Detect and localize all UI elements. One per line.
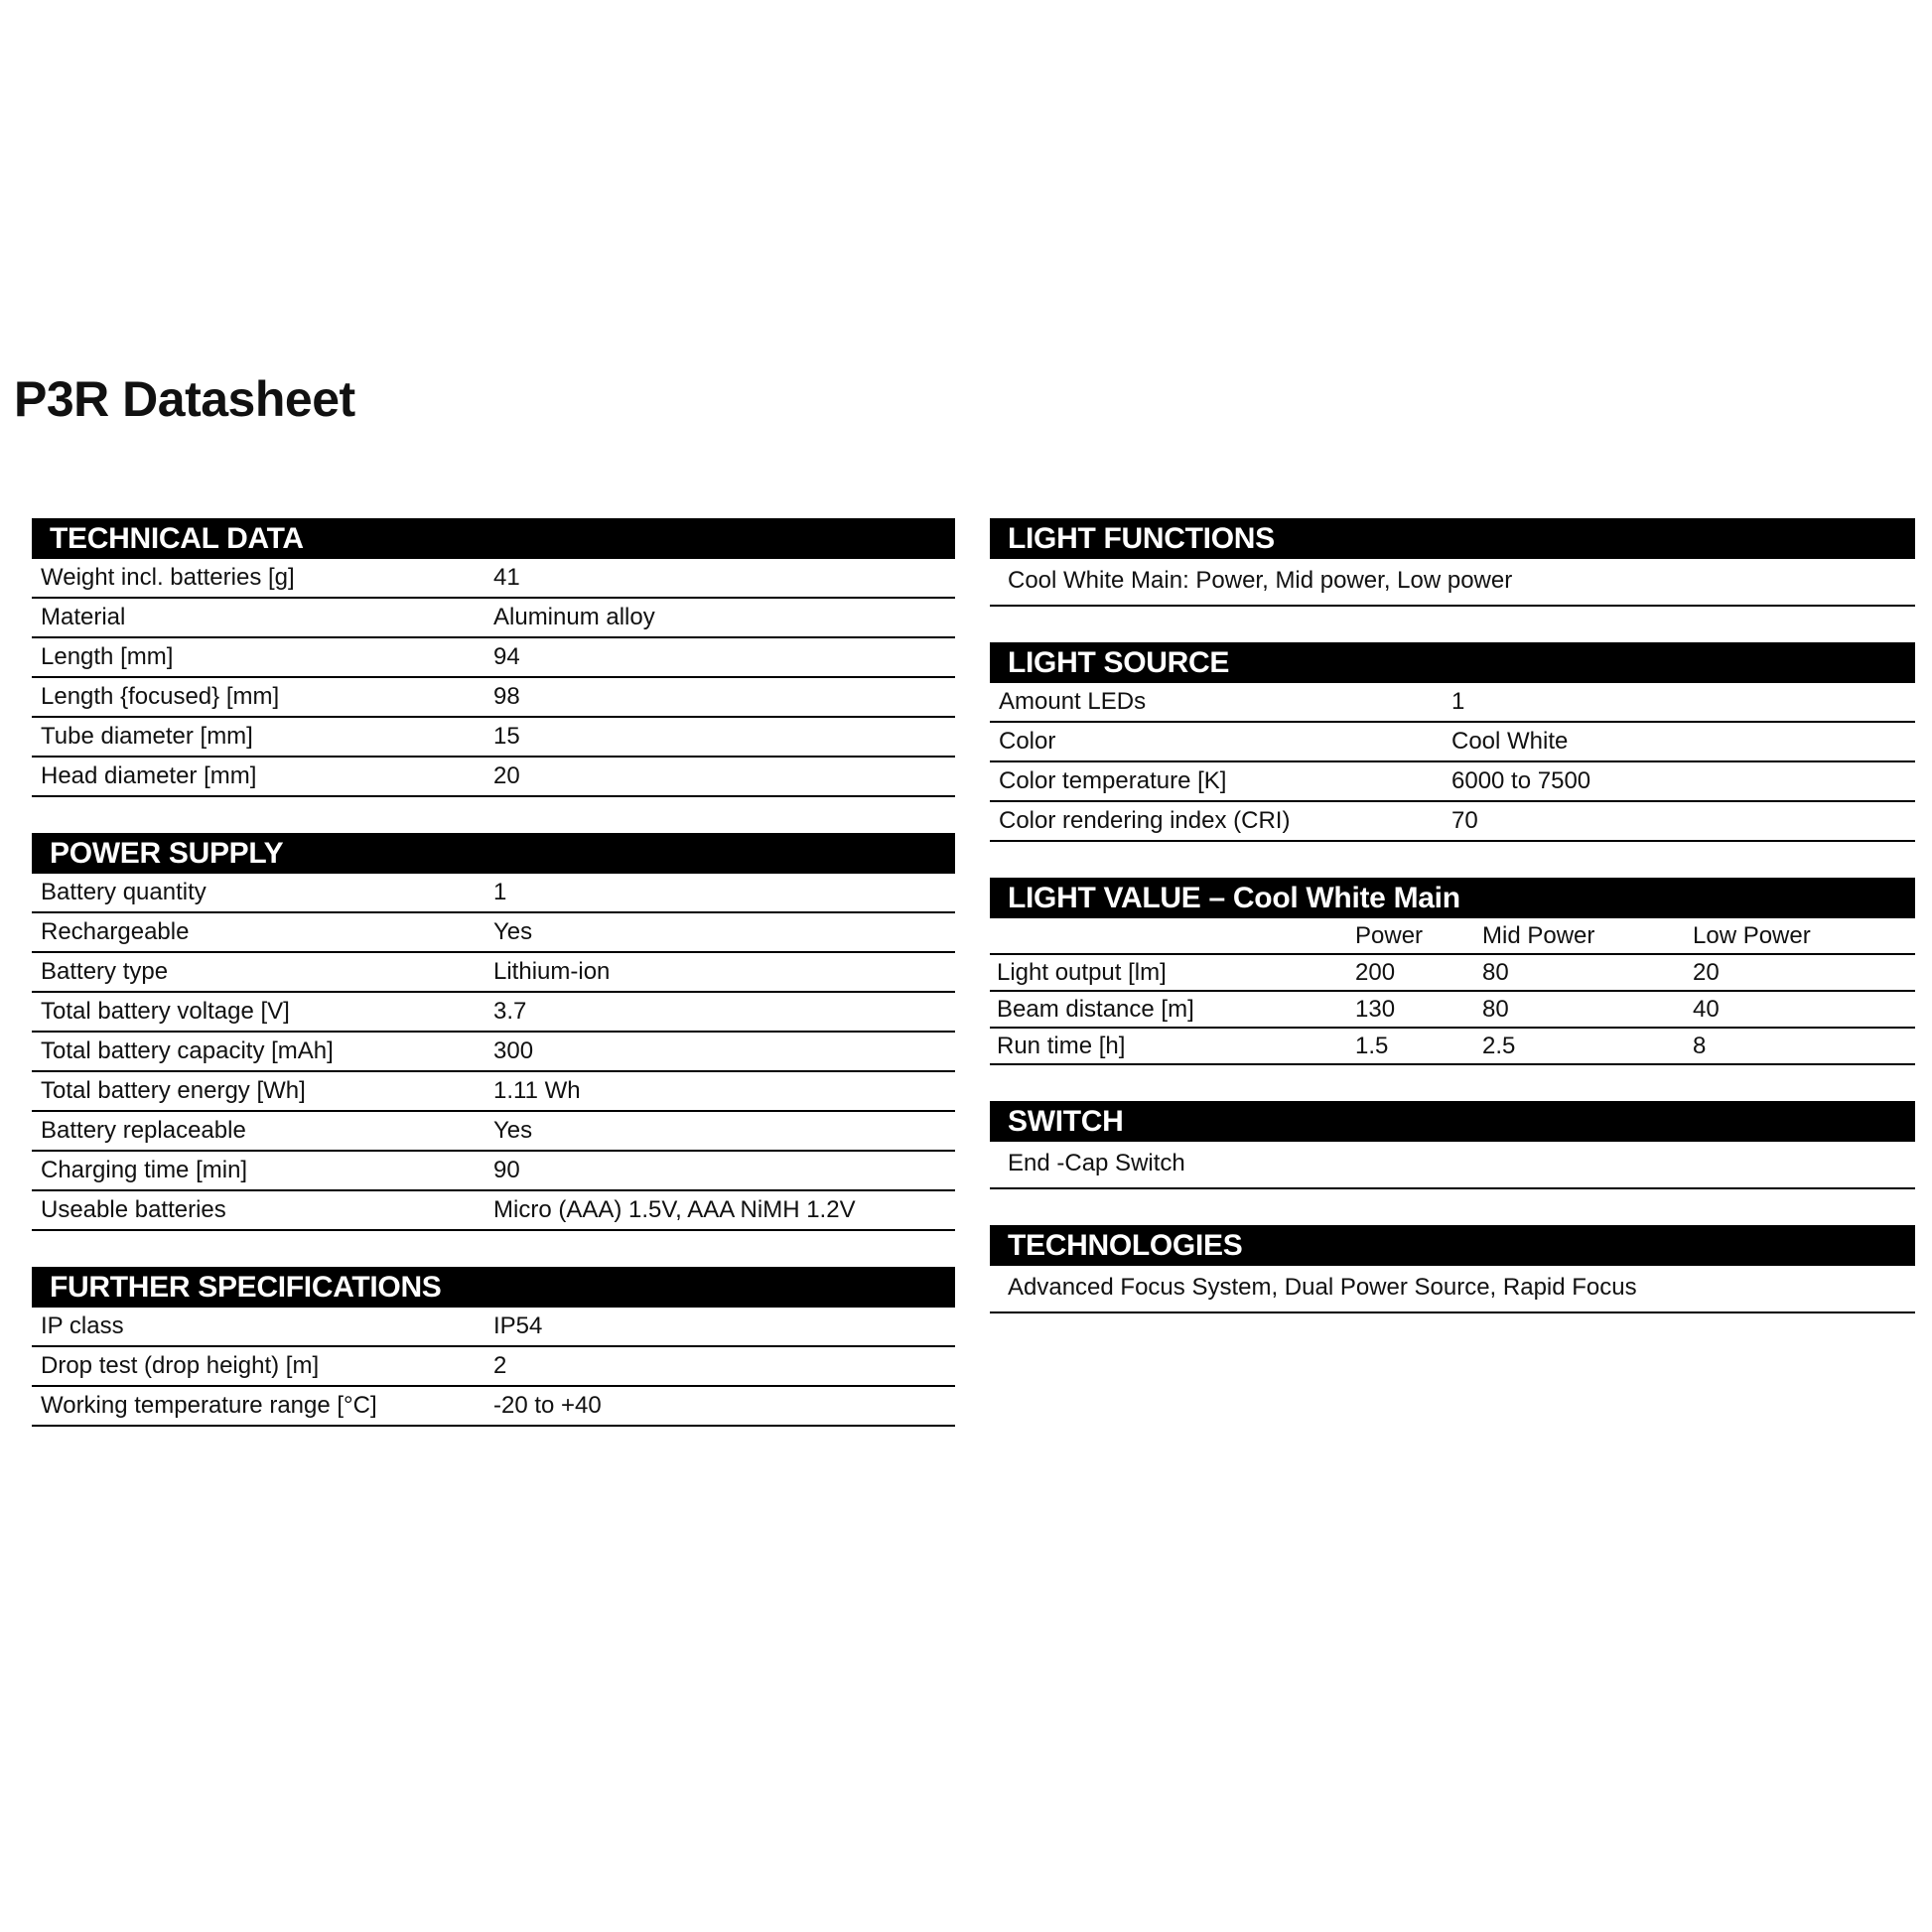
row-value: 1 bbox=[493, 879, 507, 905]
section-header: POWER SUPPLY bbox=[32, 833, 955, 874]
table-row bbox=[32, 874, 955, 913]
column-header bbox=[990, 918, 1355, 953]
section-header: LIGHT FUNCTIONS bbox=[990, 518, 1915, 559]
light-value-section bbox=[990, 878, 1915, 1065]
row-label: Total battery capacity [mAh] bbox=[41, 1037, 334, 1064]
technologies-section bbox=[990, 1225, 1915, 1313]
row-value: 70 bbox=[1451, 807, 1478, 834]
row-label: Length [mm] bbox=[41, 643, 174, 670]
table-row bbox=[32, 638, 955, 678]
row-value: 6000 to 7500 bbox=[1451, 767, 1591, 794]
row-label: Color temperature [K] bbox=[999, 767, 1227, 794]
cell-value: 8 bbox=[1693, 1033, 1707, 1059]
row-value: 1 bbox=[1451, 688, 1465, 715]
table-row bbox=[32, 953, 955, 993]
cell-value: 130 bbox=[1355, 996, 1396, 1023]
table-row bbox=[32, 1072, 955, 1112]
table-row bbox=[32, 1152, 955, 1191]
cell-value: 40 bbox=[1693, 996, 1720, 1023]
switch-text: End -Cap Switch bbox=[990, 1142, 1915, 1189]
row-label: Color bbox=[999, 728, 1056, 755]
table-row bbox=[32, 1387, 955, 1427]
row-value: 90 bbox=[493, 1157, 520, 1183]
table-row bbox=[990, 1029, 1915, 1065]
row-label: Run time [h] bbox=[997, 1033, 1126, 1059]
row-label: Working temperature range [°C] bbox=[41, 1392, 377, 1419]
row-label: Battery type bbox=[41, 958, 169, 985]
row-label: Amount LEDs bbox=[999, 688, 1147, 715]
column-header: Power bbox=[1355, 922, 1424, 949]
table-row bbox=[32, 718, 955, 758]
right-column bbox=[990, 518, 1915, 1349]
row-value: 94 bbox=[493, 643, 520, 670]
table-row bbox=[32, 913, 955, 953]
row-value: 1.11 Wh bbox=[493, 1077, 581, 1104]
light-source-section bbox=[990, 642, 1915, 842]
row-value: 3.7 bbox=[493, 998, 527, 1025]
row-label: Tube diameter [mm] bbox=[41, 723, 253, 750]
further-specifications-section bbox=[32, 1267, 955, 1427]
row-label: Battery replaceable bbox=[41, 1117, 246, 1144]
power-supply-section bbox=[32, 833, 955, 1231]
row-value: 300 bbox=[493, 1037, 534, 1064]
row-value: Micro (AAA) 1.5V, AAA NiMH 1.2V bbox=[493, 1196, 856, 1223]
left-column bbox=[32, 518, 955, 1462]
row-label: Light output [lm] bbox=[997, 959, 1167, 986]
technologies-text: Advanced Focus System, Dual Power Source, Rapid Focus bbox=[990, 1266, 1915, 1313]
row-value: 98 bbox=[493, 683, 520, 710]
row-label: Length {focused} [mm] bbox=[41, 683, 280, 710]
table-row bbox=[32, 678, 955, 718]
section-header: TECHNOLOGIES bbox=[990, 1225, 1915, 1266]
row-value: 15 bbox=[493, 723, 520, 750]
row-label: Weight incl. batteries [g] bbox=[41, 564, 295, 591]
technical-data-section bbox=[32, 518, 955, 797]
cell-value: 2.5 bbox=[1482, 1033, 1516, 1059]
table-row bbox=[990, 762, 1915, 802]
row-value: Yes bbox=[493, 1117, 533, 1144]
cell-value: 200 bbox=[1355, 959, 1396, 986]
row-label: Total battery voltage [V] bbox=[41, 998, 290, 1025]
table-row bbox=[32, 1191, 955, 1231]
row-label: Material bbox=[41, 604, 126, 630]
page-title: P3R Datasheet bbox=[14, 371, 355, 427]
section-header: FURTHER SPECIFICATIONS bbox=[32, 1267, 955, 1308]
cell-value: 80 bbox=[1482, 959, 1509, 986]
row-value: 20 bbox=[493, 762, 520, 789]
table-row bbox=[32, 559, 955, 599]
row-value: -20 to +40 bbox=[493, 1392, 602, 1419]
row-label: Drop test (drop height) [m] bbox=[41, 1352, 320, 1379]
table-row bbox=[32, 1112, 955, 1152]
table-row bbox=[990, 955, 1915, 992]
section-header: LIGHT SOURCE bbox=[990, 642, 1915, 683]
table-header-row bbox=[990, 918, 1915, 955]
cell-value: 80 bbox=[1482, 996, 1509, 1023]
row-value: Lithium-ion bbox=[493, 958, 611, 985]
row-label: Rechargeable bbox=[41, 918, 190, 945]
row-value: 2 bbox=[493, 1352, 507, 1379]
cell-value: 20 bbox=[1693, 959, 1720, 986]
row-label: Beam distance [m] bbox=[997, 996, 1194, 1023]
row-label: Charging time [min] bbox=[41, 1157, 248, 1183]
row-label: IP class bbox=[41, 1312, 124, 1339]
table-row bbox=[32, 758, 955, 797]
row-label: Head diameter [mm] bbox=[41, 762, 257, 789]
row-label: Color rendering index (CRI) bbox=[999, 807, 1291, 834]
row-label: Total battery energy [Wh] bbox=[41, 1077, 306, 1104]
table-row bbox=[32, 1033, 955, 1072]
table-row bbox=[990, 683, 1915, 723]
table-row bbox=[32, 993, 955, 1033]
switch-section bbox=[990, 1101, 1915, 1189]
section-header: LIGHT VALUE – Cool White Main bbox=[990, 878, 1915, 918]
table-row bbox=[990, 992, 1915, 1029]
column-header: Mid Power bbox=[1482, 922, 1595, 949]
light-functions-text: Cool White Main: Power, Mid power, Low power bbox=[990, 559, 1915, 607]
table-row bbox=[32, 1308, 955, 1347]
table-row bbox=[32, 1347, 955, 1387]
table-row bbox=[32, 599, 955, 638]
section-header: TECHNICAL DATA bbox=[32, 518, 955, 559]
table-row bbox=[990, 723, 1915, 762]
row-label: Battery quantity bbox=[41, 879, 207, 905]
row-value: Aluminum alloy bbox=[493, 604, 655, 630]
row-label: Useable batteries bbox=[41, 1196, 226, 1223]
cell-value: 1.5 bbox=[1355, 1033, 1389, 1059]
table-row bbox=[990, 802, 1915, 842]
light-functions-section bbox=[990, 518, 1915, 607]
row-value: IP54 bbox=[493, 1312, 543, 1339]
section-header: SWITCH bbox=[990, 1101, 1915, 1142]
row-value: 41 bbox=[493, 564, 520, 591]
column-header: Low Power bbox=[1693, 922, 1811, 949]
row-value: Yes bbox=[493, 918, 533, 945]
row-value: Cool White bbox=[1451, 728, 1569, 755]
